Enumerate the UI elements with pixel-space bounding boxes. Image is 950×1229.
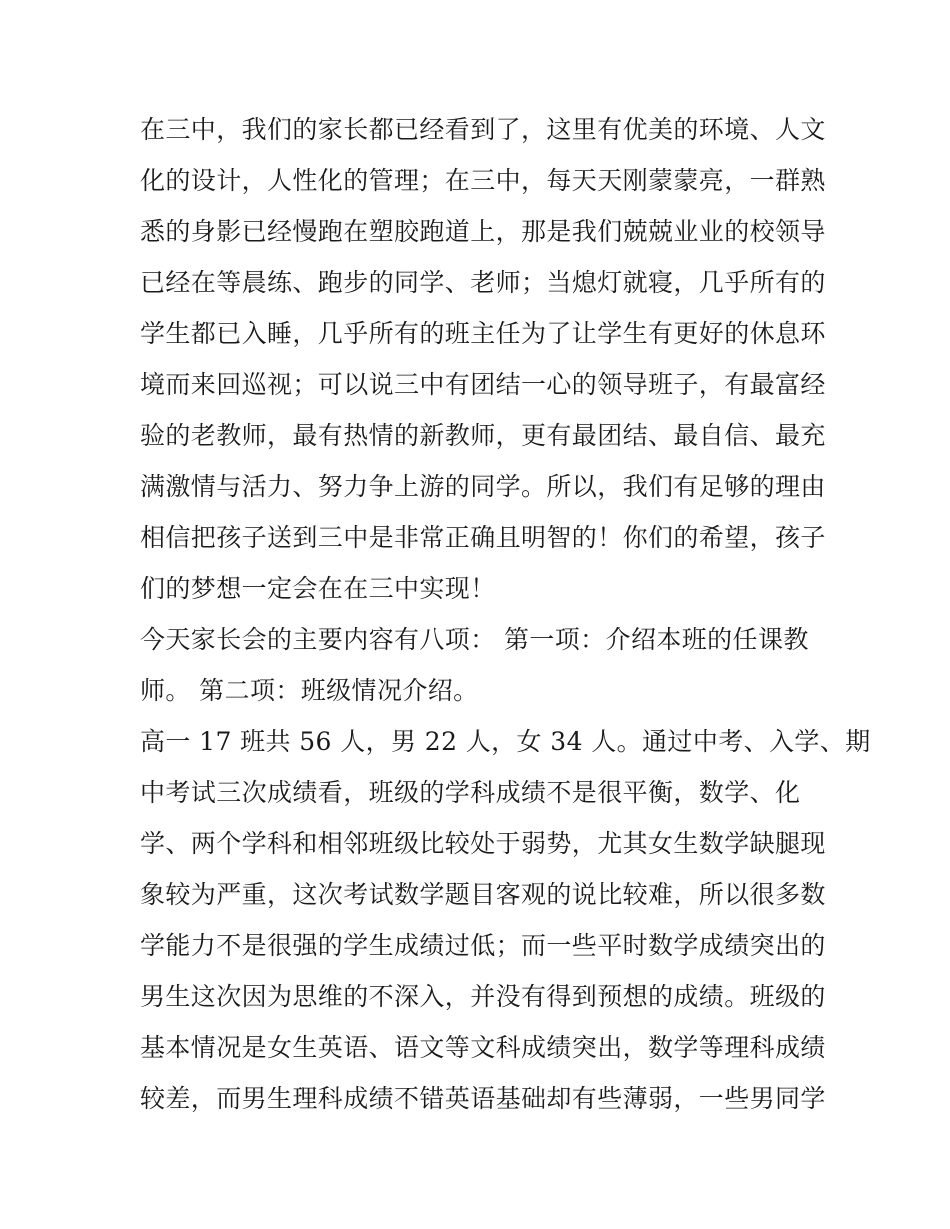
text-line: 验的老教师，最有热情的新教师，更有最团结、最自信、最充: [140, 421, 826, 450]
text-line: 相信把孩子送到三中是非常正确且明智的！你们的希望，孩子: [140, 523, 826, 552]
text-line: 化的设计，人性化的管理；在三中，每天天刚蒙蒙亮，一群熟: [140, 166, 826, 195]
text-line: 今天家长会的主要内容有八项： 第一项：介绍本班的任课教: [140, 625, 809, 654]
text-line: 学、两个学科和相邻班级比较处于弱势，尤其女生数学缺腿现: [140, 829, 826, 858]
text-line: 学生都已入睡，几乎所有的班主任为了让学生有更好的休息环: [140, 319, 826, 348]
text-line: 悉的身影已经慢跑在塑胶跑道上，那是我们兢兢业业的校领导: [140, 217, 826, 246]
text-line: 境而来回巡视；可以说三中有团结一心的领导班子，有最富经: [140, 370, 826, 399]
text-line: 们的梦想一定会在在三中实现！: [140, 574, 496, 603]
document-body: [140, 104, 871, 1124]
text-line: 师。 第二项：班级情况介绍。: [140, 676, 479, 705]
text-line: 学能力不是很强的学生成绩过低；而一些平时数学成绩突出的: [140, 931, 826, 960]
text-line: 中考试三次成绩看，班级的学科成绩不是很平衡，数学、化: [140, 778, 801, 807]
text-line: 基本情况是女生英语、语文等文科成绩突出，数学等理科成绩: [140, 1033, 826, 1062]
text-line: 高一 17 班共 56 人，男 22 人，女 34 人。通过中考、入学、期: [140, 727, 871, 756]
text-line: 男生这次因为思维的不深入，并没有得到预想的成绩。班级的: [140, 982, 826, 1011]
text-line: 满激情与活力、努力争上游的同学。所以，我们有足够的理由: [140, 472, 826, 501]
text-line: 在三中，我们的家长都已经看到了，这里有优美的环境、人文: [140, 115, 826, 144]
text-line: 已经在等晨练、跑步的同学、老师；当熄灯就寝，几乎所有的: [140, 268, 826, 297]
text-line: 象较为严重，这次考试数学题目客观的说比较难，所以很多数: [140, 880, 826, 909]
text-line: 较差，而男生理科成绩不错英语基础却有些薄弱，一些男同学: [140, 1084, 826, 1113]
